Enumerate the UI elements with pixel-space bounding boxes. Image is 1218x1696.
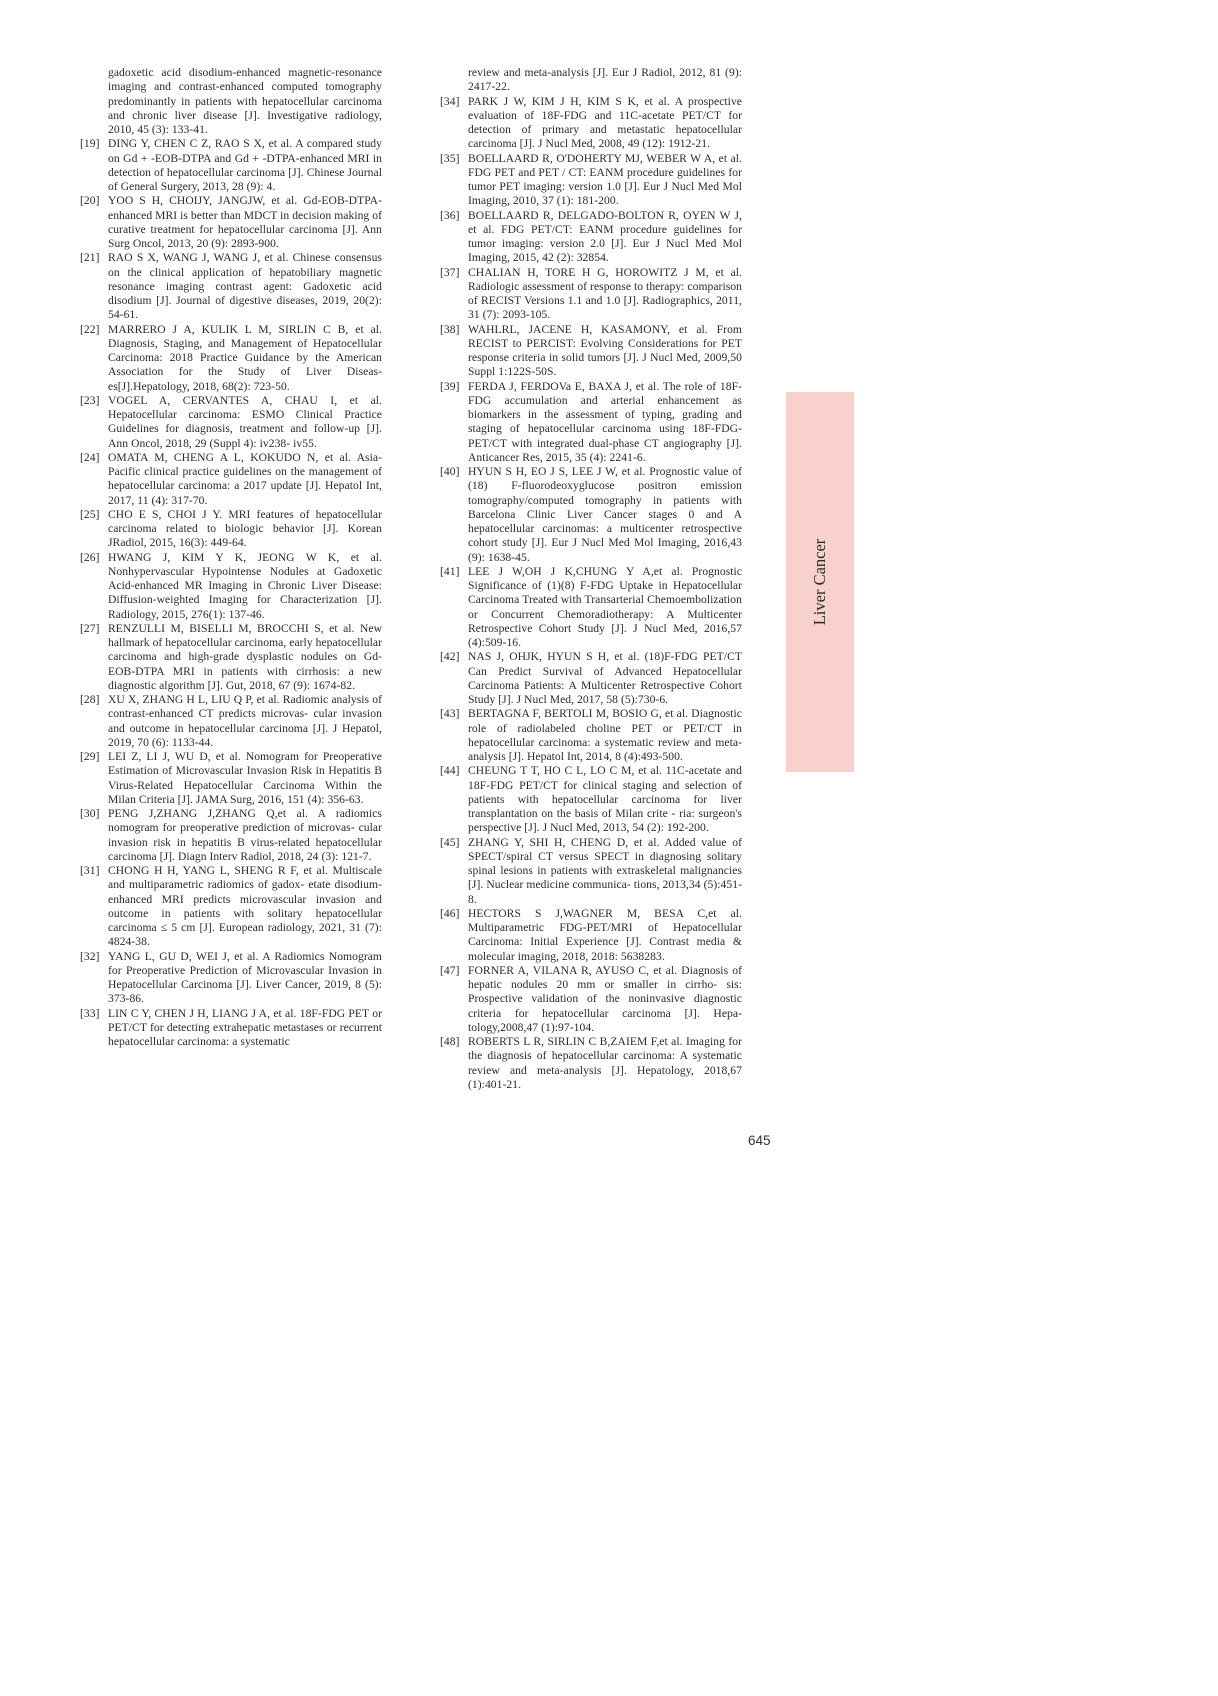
reference-number: [36]: [440, 208, 460, 222]
reference-item: [440, 836, 742, 907]
reference-number: [21]: [80, 251, 100, 265]
reference-text: VOGEL A, CERVANTES A, CHAU I, et al. Hepatocellular carcinoma: ESMO Clinical Practice Guidelines for diagnosis, treatment and follow-up [J]. Ann Oncol, 2018, 29 (Suppl 4): iv238- iv55.: [108, 393, 382, 450]
reference-item: [440, 1035, 742, 1092]
reference-text: XU X, ZHANG H L, LIU Q P, et al. Radiomic analysis of contrast-enhanced CT predicts microvas- cular invasion and outcome in hepatocellular carcinoma [J]. J Hepatol, 2019, 70 (6): 1133-44.: [108, 693, 382, 749]
reference-number: [48]: [440, 1035, 460, 1048]
reference-text: HECTORS S J,WAGNER M, BESA C,et al. Multiparametric FDG-PET/MRI of Hepatocellular Carcinoma: Initial Experience [J]. Contrast media & molecular imaging, 2018, 2018: 5638283.: [468, 906, 742, 963]
reference-text: RAO S X, WANG J, WANG J, et al. Chinese consensus on the clinical application of hepatobiliary magnetic resonance imaging contrast agent: Gadoxetic acid disodium [J]. Journal of digestive diseases, 2019, 20(2): 54-61.: [108, 251, 382, 322]
reference-item: [440, 380, 742, 466]
reference-item: [440, 907, 742, 964]
reference-text: ZHANG Y, SHI H, CHENG D, et al. Added value of SPECT/spiral CT versus SPECT in diagnosing solitary spinal lesions in patients with extraskeletal malignancies [J]. Nuclear medicine communica- tions, 2013,34 (5):451-8.: [468, 835, 742, 906]
reference-item: [440, 465, 742, 565]
reference-number: [24]: [80, 450, 100, 464]
reference-number: [30]: [80, 807, 100, 820]
references-column-right: [440, 66, 742, 1092]
reference-item: [440, 565, 742, 651]
reference-item: [80, 950, 382, 1007]
reference-number: [41]: [440, 564, 460, 578]
section-tab-label: Liver Cancer: [810, 538, 829, 626]
reference-number: [31]: [80, 864, 100, 877]
reference-number: [37]: [440, 265, 460, 279]
reference-text: DING Y, CHEN C Z, RAO S X, et al. A compared study on Gd + -EOB-DTPA and Gd + -DTPA-enhanced MRI in detection of hepatocellular carcinoma [J]. Chinese Journal of General Surgery, 2013, 28 (9): 4.: [108, 137, 382, 193]
reference-number: [46]: [440, 906, 460, 920]
reference-text: OMATA M, CHENG A L, KOKUDO N, et al. Asia-Pacific clinical practice guidelines on the management of hepatocellular carcinoma: a 2017 update [J]. Hepatol Int, 2017, 11 (4): 317-70.: [108, 450, 382, 507]
reference-continuation: gadoxetic acid disodium-enhanced magnetic-resonance imaging and contrast-enhanced computed tomography predominantly in patients with hepatocellular carcinoma and chronic liver disease [J]. Investigative radiology, 2010, 45 (3): 133-41.: [108, 66, 382, 136]
reference-text: BOELLAARD R, DELGADO-BOLTON R, OYEN W J, et al. FDG PET/CT: EANM procedure guidelines for tumor imaging: version 2.0 [J]. Eur J Nucl Med Mol Imaging, 2015, 42 (2): 32854.: [468, 208, 742, 265]
reference-item: [440, 764, 742, 835]
reference-number: [42]: [440, 650, 460, 664]
reference-number: [23]: [80, 393, 100, 407]
reference-number: [20]: [80, 194, 100, 208]
reference-item: [440, 152, 742, 209]
reference-text: BOELLAARD R, O'DOHERTY MJ, WEBER W A, et al. FDG PET and PET / CT: EANM procedure guidelines for tumor PET imaging: version 1.0 [J]. Eur J Nucl Med Mol Imaging, 2010, 37 (1): 181-200.: [468, 151, 742, 208]
reference-number: [32]: [80, 949, 100, 963]
reference-item: [440, 95, 742, 152]
reference-text: YOO S H, CHOIJY, JANGJW, et al. Gd-EOB-DTPA-enhanced MRI is better than MDCT in decision making of curative treatment for hepatocellular carcinoma [J]. Ann Surg Oncol, 2013, 20 (9): 2893-900.: [108, 194, 382, 250]
reference-number: [44]: [440, 764, 460, 778]
reference-text: YANG L, GU D, WEI J, et al. A Radiomics Nomogram for Preoperative Prediction of Microvascular Invasion in Hepatocellular Carcinoma [J]. Liver Cancer, 2019, 8 (5): 373-86.: [108, 949, 382, 1006]
reference-continuation: review and meta-analysis [J]. Eur J Radiol, 2012, 81 (9): 2417-22.: [468, 66, 742, 94]
reference-text: HYUN S H, EO J S, LEE J W, et al. Prognostic value of (18) F-fluorodeoxyglucose positron emission tomography/computed tomography in patients with Barcelona Clinic Liver Cancer stages 0 and A hepatocellular carcinomas: a multicenter retrospective cohort study [J]. Eur J Nucl Med Mol Imaging, 2016,43 (9): 1638-45.: [468, 465, 742, 564]
section-tab: [786, 392, 854, 772]
reference-text: FORNER A, VILANA R, AYUSO C, et al. Diagnosis of hepatic nodules 20 mm or smaller in cirrho- sis: Prospective validation of the noninvasive diagnostic criteria for hepatocellular carcinoma [J]. Hepa- tology,2008,47 (1):97-104.: [468, 963, 742, 1034]
reference-text: CHEUNG T T, HO C L, LO C M, et al. 11C-acetate and 18F-FDG PET/CT for clinical staging and selection of patients with hepatocellular carcinoma for liver transplantation on the basis of Milan crite - ria: surgeon's perspective [J]. J Nucl Med, 2013, 54 (2): 192-200.: [468, 764, 742, 835]
reference-number: [34]: [440, 94, 460, 108]
reference-text: NAS J, OHJK, HYUN S H, et al. (18)F-FDG PET/CT Can Predict Survival of Advanced Hepatocellular Carcinoma Patients: A Multicenter Retrospective Cohort Study [J]. J Nucl Med, 2017, 58 (5):730-6.: [468, 650, 742, 706]
reference-item: [440, 266, 742, 323]
reference-text: RENZULLI M, BISELLI M, BROCCHI S, et al. New hallmark of hepatocellular carcinoma, early hepatocellular carcinoma and high-grade dysplastic nodules on Gd-EOB-DTPA MRI in patients with cirrhosis: a new diagnostic algorithm [J]. Gut, 2018, 67 (9): 1674-82.: [108, 621, 382, 692]
reference-text: PARK J W, KIM J H, KIM S K, et al. A prospective evaluation of 18F-FDG and 11C-acetate PET/CT for detection of primary and metastatic hepatocellular carcinoma [J]. J Nucl Med, 2008, 49 (12): 1912-21.: [468, 94, 742, 151]
reference-text: CHONG H H, YANG L, SHENG R F, et al. Multiscale and multiparametric radiomics of gadox- etate disodium-enhanced MRI predicts microvascular invasion and outcome in patients with solitary hepatocellular carcinoma ≤ 5 cm [J]. European radiology, 2021, 31 (7): 4824-38.: [108, 864, 382, 949]
reference-item: [80, 693, 382, 750]
references-column-left: [80, 66, 382, 1049]
reference-text: ROBERTS L R, SIRLIN C B,ZAIEM F,et al. Imaging for the diagnosis of hepatocellular carcinoma: A systematic review and meta-analysis [J]. Hepatology, 2018,67 (1):401-21.: [468, 1035, 742, 1091]
reference-text: CHALIAN H, TORE H G, HOROWITZ J M, et al. Radiologic assessment of response to therapy: comparison of RECIST Versions 1.1 and 1.0 [J]. Radiographics, 2011, 31 (7): 2093-105.: [468, 265, 742, 322]
reference-number: [40]: [440, 465, 460, 478]
reference-number: [25]: [80, 507, 100, 521]
reference-number: [39]: [440, 379, 460, 393]
reference-number: [43]: [440, 707, 460, 721]
reference-item: [440, 323, 742, 380]
reference-text: LEI Z, LI J, WU D, et al. Nomogram for Preoperative Estimation of Microvascular Invasion Risk in Hepatitis B Virus-Related Hepatocellular Carcinoma Within the Milan Criteria [J]. JAMA Surg, 2016, 151 (4): 356-63.: [108, 750, 382, 806]
reference-item: [80, 251, 382, 322]
reference-item: [80, 508, 382, 551]
reference-item: [80, 864, 382, 950]
reference-text: HWANG J, KIM Y K, JEONG W K, et al. Nonhypervascular Hypointense Nodules at Gadoxetic Acid-enhanced MR Imaging in Chronic Liver Disease: Diffusion-weighted Imaging for Characterization [J]. Radiology, 2015, 276(1): 137-46.: [108, 550, 382, 621]
reference-item: [440, 707, 742, 764]
reference-number: [26]: [80, 550, 100, 564]
reference-text: CHO E S, CHOI J Y. MRI features of hepatocellular carcinoma related to biologic behavior [J]. Korean JRadiol, 2015, 16(3): 449-64.: [108, 507, 382, 550]
reference-item: [80, 451, 382, 508]
reference-item: [80, 394, 382, 451]
reference-number: [47]: [440, 963, 460, 977]
reference-item: [80, 807, 382, 864]
reference-number: [19]: [80, 137, 100, 151]
reference-text: LIN C Y, CHEN J H, LIANG J A, et al. 18F-FDG PET or PET/CT for detecting extrahepatic metastases or recurrent hepatocellular carcinoma: a systematic: [108, 1006, 382, 1048]
reference-item: [80, 750, 382, 807]
reference-number: [27]: [80, 621, 100, 635]
reference-text: WAHLRL, JACENE H, KASAMONY, et al. From RECIST to PERCIST: Evolving Considerations for PET response criteria in solid tumors [J]. J Nucl Med, 2009,50 Suppl 1:122S-50S.: [468, 322, 742, 379]
reference-item: [440, 964, 742, 1035]
reference-item: [80, 323, 382, 394]
page-number: 645: [748, 1133, 771, 1148]
reference-text: PENG J,ZHANG J,ZHANG Q,et al. A radiomics nomogram for preoperative prediction of microvas- cular invasion risk in hepatitis B virus-related hepatocellular carcinoma [J]. Diagn Interv Radiol, 2018, 24 (3): 121-7.: [108, 807, 382, 863]
reference-text: BERTAGNA F, BERTOLI M, BOSIO G, et al. Diagnostic role of radiolabeled choline PET or PET/CT in hepatocellular carcinoma: a systematic review and meta-analysis [J]. Hepatol Int, 2014, 8 (4):493-500.: [468, 707, 742, 763]
reference-number: [45]: [440, 835, 460, 849]
reference-item: [440, 209, 742, 266]
reference-number: [22]: [80, 322, 100, 336]
reference-item: [440, 650, 742, 707]
reference-number: [28]: [80, 693, 100, 706]
reference-item: [80, 137, 382, 194]
reference-text: FERDA J, FERDOVa E, BAXA J, et al. The role of 18F-FDG accumulation and arterial enhancement as biomarkers in the assessment of typing, grading and staging of hepatocellular carcinoma using 18F-FDG-PET/CT with integrated dual-phase CT angiography [J]. Anticancer Res, 2015, 35 (4): 2241-6.: [468, 379, 742, 464]
reference-item: [80, 1007, 382, 1050]
reference-item: [80, 551, 382, 622]
reference-item: [80, 622, 382, 693]
reference-number: [35]: [440, 151, 460, 165]
reference-text: LEE J W,OH J K,CHUNG Y A,et al. Prognostic Significance of (1)(8) F-FDG Uptake in Hepatocellular Carcinoma Treated with Transarterial Chemoembolization or Concurrent Chemoradiotherapy: A Multicenter Retrospective Cohort Study [J]. J Nucl Med, 2016,57 (4):509-16.: [468, 564, 742, 649]
reference-number: [38]: [440, 322, 460, 336]
reference-item: [80, 194, 382, 251]
reference-number: [33]: [80, 1006, 100, 1020]
reference-number: [29]: [80, 750, 100, 763]
reference-text: MARRERO J A, KULIK L M, SIRLIN C B, et al. Diagnosis, Staging, and Management of Hepatocellular Carcinoma: 2018 Practice Guidance by the American Association for the Study of Liver Diseas- es[J].Hepatology, 2018, 68(2): 723-50.: [108, 322, 382, 393]
